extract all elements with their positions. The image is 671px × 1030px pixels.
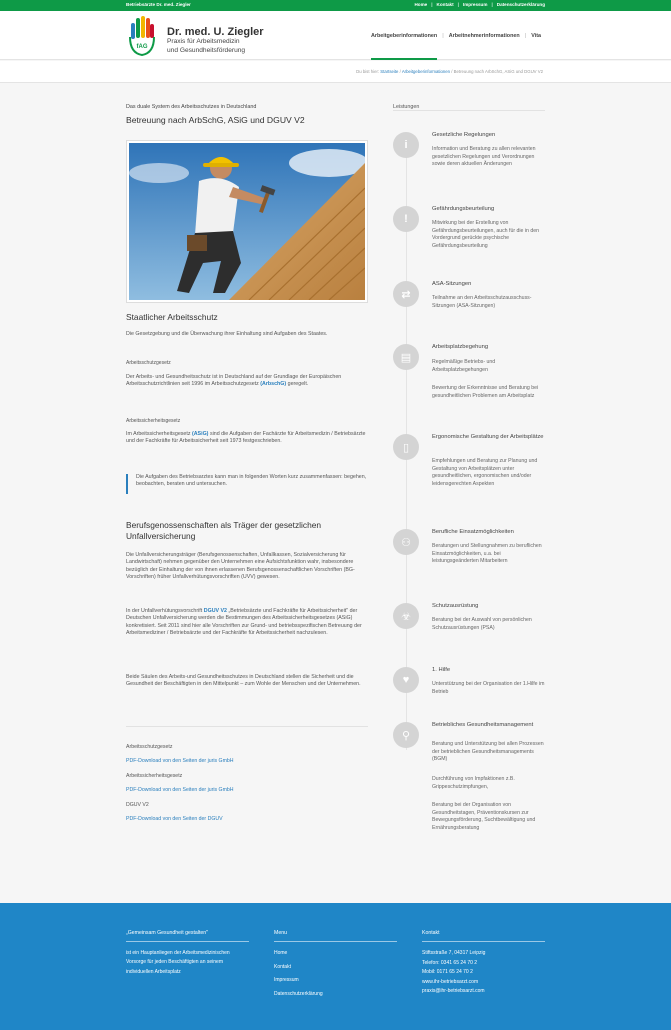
download-label-asig: Arbeitssicherheitsgesetz <box>126 773 183 779</box>
sidebar-divider <box>393 110 545 111</box>
footer-col-motto <box>126 930 249 977</box>
bg-paragraph-1: Die Unfallversicherungsträger (Berufsgenossenschaften, Unfallkassen, Sozialversicherung für Landwirtschaft) nehmen gegenüber den Unternehmen eine Aufsichtsfunktion wahr, insbesondere bezüglich der Einhaltung der von ihnen erlassenen Berufsgenossenschaftlichen Vorschriften (BG-Vorschriften) früher Unfallverhütungsvorschriften (UVV) gewesen. <box>126 552 355 581</box>
roofer-image <box>129 143 365 300</box>
hand-logo-icon[interactable] <box>128 15 156 57</box>
footer-kontakt-title: Kontakt <box>422 930 545 942</box>
service-text: Bewertung der Erkenntnisse und Beratung bei gesundheitlichen Problemen am Arbeitsplatz <box>432 385 539 399</box>
asig-text-b: sind die Aufgaben der Fachärzte für Arbeitsmedizin / Betriebsärzte und der Fachkräfte für Arbeitssicherheit seit 1973 festgeschrieben. <box>126 431 366 445</box>
download-link-dguv[interactable]: PDF-Download von den Seiten der DGUV <box>126 816 223 822</box>
footer-link-home[interactable]: Home <box>274 950 288 956</box>
info-icon: i <box>393 132 419 158</box>
staatlich-intro: Die Gesetzgebung und die Überwachung ihrer Einhaltung sind Aufgaben des Staates. <box>126 331 328 337</box>
heart-icon: ♥ <box>393 667 419 693</box>
breadcrumb-current: Betreuung nach ArbSchG, ASiG und DGUV V2 <box>453 69 543 74</box>
service-text: Regelmäßige Betriebs- und Arbeitsplatzbegehungen <box>432 359 496 373</box>
blockquote: Die Aufgaben des Betriebsarztes kann man in folgenden Worten kurz zusammenfassen: begehen, beobachten, beraten und untersuchen. <box>126 474 368 489</box>
footer-address: Stiftsstraße 7, 04317 Leipzig <box>422 950 486 956</box>
service-title: Gesetzliche Regelungen <box>432 132 496 138</box>
top-bar-title: Betriebsärzte Dr. med. Ziegler <box>126 2 191 7</box>
logo-subtitle-1: Praxis für Arbeitsmedizin <box>167 38 240 45</box>
top-link-kontakt[interactable]: Kontakt <box>436 2 454 7</box>
service-text: Empfehlungen und Beratung zur Planung und Gestaltung von Arbeitsplätzen unter gesundheitlichen, ergonomischen und/oder leidensgerechten Aspekten <box>432 458 538 487</box>
asig-label: Arbeitssicherheitsgesetz <box>126 418 181 424</box>
building-icon: ▤ <box>393 344 419 370</box>
bg-paragraph-2-a: In der Unfallverhütungsvorschrift <box>126 608 203 614</box>
asig-text-a: Im Arbeitssicherheitsgesetz <box>126 431 191 437</box>
section-berufsgenossenschaften <box>126 520 368 542</box>
service-text: Teilnahme an den Arbeitsschutzausschuss-Sitzungen (ASA-Sitzungen) <box>432 295 532 309</box>
sidebar-title: Leistungen <box>393 104 420 110</box>
arbschg-text-a: Der Arbeits- und Gesundheitsschutz ist in Deutschland auf der Grundlage der Europäischen Arbeitsschutzrichtlinien seit 1996 im Arbeitsschutzgesetz <box>126 374 342 388</box>
service-title: Gefährdungsbeurteilung <box>432 206 495 212</box>
service-title: Betriebliches Gesundheitsmanagement <box>432 722 534 728</box>
page-kicker: Das duale System des Arbeitsschutzes in Deutschland <box>126 104 257 110</box>
dguv-link[interactable]: DGUV V2 <box>203 608 228 614</box>
nav-item-arbeitnehmer[interactable]: Arbeitnehmerinformationen <box>448 33 520 39</box>
top-link-impressum[interactable]: Impressum <box>462 2 488 7</box>
logo-text[interactable] <box>167 26 264 55</box>
site-header <box>0 11 671 60</box>
logo-title: Dr. med. U. Ziegler <box>167 26 264 38</box>
biohazard-icon: ☣ <box>393 603 419 629</box>
top-bar <box>0 0 671 11</box>
asig-link[interactable]: (ASiG) <box>191 431 209 437</box>
service-text: Information und Beratung zu allen relevanten gesetzlichen Regelungen und Verordnungen sowie deren aktuellen Änderungen <box>432 146 536 168</box>
download-label-arbschg: Arbeitsschutzgesetz <box>126 744 173 750</box>
section-heading-staatlich: Staatlicher Arbeitsschutz <box>126 312 218 322</box>
breadcrumb: Du bist hier: Startseite / Arbeitgeberinformationen / Betreuung nach ArbSchG, ASiG und DGUV V2 <box>356 69 543 74</box>
arbschg-label: Arbeitsschutzgesetz <box>126 360 171 366</box>
breadcrumb-bar <box>0 61 671 83</box>
footer-motto-text: ist ein Hauptanliegen der Arbeitsmedizinischen Vorsorge für jeden Beschäftigten an seinem individuellen Arbeitsplatz <box>126 950 230 975</box>
download-link-asig[interactable]: PDF-Download von den Seiten der juris GmbH <box>126 787 234 793</box>
service-title: Ergonomische Gestaltung der Arbeitsplätze <box>432 434 544 440</box>
footer-link-datenschutz[interactable]: Datenschutzerklärung <box>274 990 323 997</box>
section-heading-bg: Berufsgenossenschaften als Träger der gesetzlichen Unfallversicherung <box>126 520 322 541</box>
breadcrumb-parent[interactable]: Arbeitgeberinformationen <box>401 69 451 74</box>
top-link-home[interactable]: Home <box>414 2 428 7</box>
bg-paragraph-2-b: „Betriebsärzte und Fachkräfte für Arbeitssicherheit" der Deutschen Unfallversicherung werden die Bestimmungen des Arbeitssicherheitsgesetzes (ASiG) konkretisiert. Seit 2011 sind hier alle Vorschriften zur Grund- und betriebsspezifischen Betreuung der Arbeitsmediziner / Betriebsärzte und der Fachkräfte für Arbeitssicherheit nachzulesen. <box>126 608 362 637</box>
nav-item-vita[interactable]: Vita <box>531 33 541 39</box>
service-title: Schutzausrüstung <box>432 603 479 609</box>
section-staatlich <box>126 312 368 323</box>
warning-icon: ! <box>393 206 419 232</box>
bicycle-icon: ⚲ <box>393 722 419 748</box>
footer-link-impressum[interactable]: Impressum <box>274 977 299 983</box>
top-link-datenschutz[interactable]: Datenschutzerklärung <box>496 2 545 7</box>
logo-badge: fAG <box>136 44 148 50</box>
arbschg-text-b: geregelt. <box>287 381 309 388</box>
service-text: Beratung und Unterstützung bei allen Prozessen der betrieblichen Gesundheitsmanagements (BGM) <box>432 741 544 763</box>
top-links: Home | Kontakt | Impressum | Datenschutzerklärung <box>414 2 545 7</box>
service-text: Beratung bei der Auswahl von persönlichen Schutzausrüstungen (PSA) <box>432 617 532 631</box>
service-text: Mitwirkung bei der Erstellung von Gefährdungsbeurteilungen, auch für die in den Vordergrund gerückte psychische Gefährdungsbeurteilung <box>432 220 539 249</box>
service-text: Beratung bei der Organisation von Gesundheitstagen, Präventionskursen zur Bewegungsförderung, Suchtbewältigung und Ernährungsberatung <box>432 802 536 831</box>
site-footer <box>0 903 671 1030</box>
footer-motto-title: „Gemeinsam Gesundheit gestalten" <box>126 930 249 942</box>
service-title: Berufliche Einsatzmöglichkeiten <box>432 529 514 535</box>
page-title: Betreuung nach ArbSchG, ASiG und DGUV V2 <box>126 115 305 125</box>
roofer-photo <box>126 140 368 303</box>
clipboard-icon: ▯ <box>393 434 419 460</box>
footer-col-menu <box>274 930 397 1001</box>
footer-mobile[interactable]: Mobil: 0171 65 24 70 2 <box>422 969 473 976</box>
footer-email[interactable]: praxis@ihr-betriebsarzt.com <box>422 988 485 995</box>
download-link-arbschg[interactable]: PDF-Download von den Seiten der juris GmbH <box>126 758 234 764</box>
service-text: Unterstützung bei der Organisation der 1.Hilfe im Betrieb <box>432 681 545 695</box>
service-text: Beratungen und Stellungnahmen zu beruflichen Einsatzmöglichkeiten, u.a. bei leistungsgeänderten Mitarbeitern <box>432 543 542 565</box>
footer-link-kontakt[interactable]: Kontakt <box>274 963 291 970</box>
footer-col-kontakt <box>422 930 545 997</box>
meeting-icon: ⇄ <box>393 281 419 307</box>
content-divider <box>126 726 368 727</box>
footer-website[interactable]: www.ihr-betriebsarzt.com <box>422 978 479 985</box>
people-icon: ⚇ <box>393 529 419 555</box>
download-label-dguv: DGUV V2 <box>126 802 149 808</box>
service-title: 1. Hilfe <box>432 667 451 673</box>
nav-item-arbeitgeber[interactable]: Arbeitgeberinformationen <box>371 33 437 59</box>
service-title: Arbeitsplatzbegehung <box>432 344 489 350</box>
main-nav: Arbeitgeberinformationen | Arbeitnehmerinformationen | Vita <box>371 33 541 59</box>
arbschg-text <box>126 374 368 389</box>
breadcrumb-prefix: Du bist hier: <box>356 69 380 74</box>
footer-menu-title: Menu <box>274 930 397 942</box>
arbschg-link[interactable]: (ArbschG) <box>260 381 287 388</box>
breadcrumb-home[interactable]: Startseite <box>380 69 399 74</box>
bg-paragraph-2 <box>126 608 368 638</box>
logo-subtitle-2: und Gesundheitsförderung <box>167 46 246 54</box>
asig-text <box>126 431 368 446</box>
bg-paragraph-3: Beide Säulen des Arbeits-und Gesundheitsschutzes in Deutschland stellen die Sicherheit und die Gesundheit der Beschäftigten in den Mittelpunkt – zum Wohle der Menschen und der Unternehmen. <box>126 674 361 688</box>
service-title: ASA-Sitzungen <box>432 281 472 287</box>
footer-phone[interactable]: Telefon: 0341 65 24 70 2 <box>422 959 478 966</box>
service-text: Durchführung von Impfaktionen z.B. Grippeschutzimpfungen, <box>432 776 515 790</box>
